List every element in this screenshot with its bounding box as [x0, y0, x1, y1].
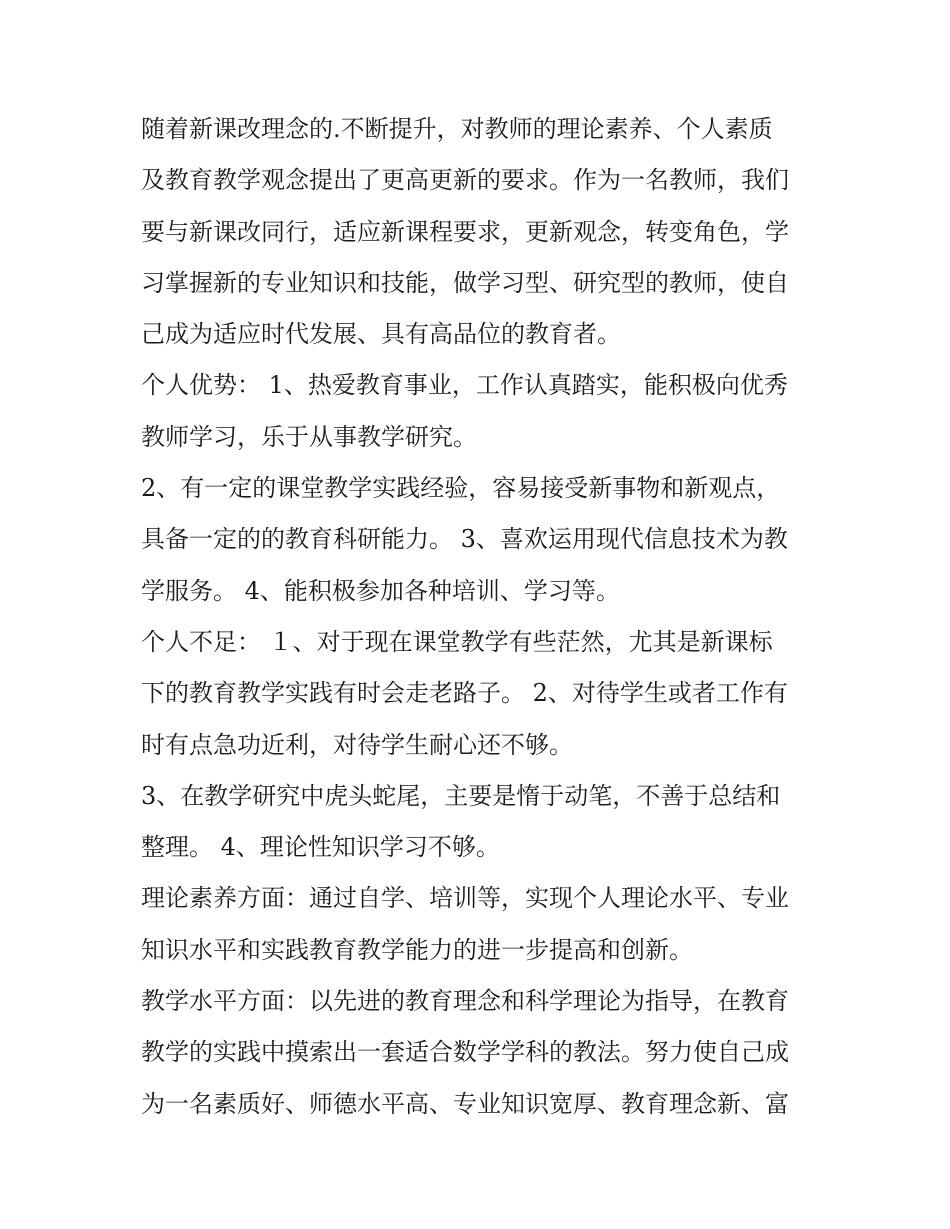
text-line: 2、有一定的课堂教学实践经验，容易接受新事物和新观点， — [141, 474, 781, 503]
text-line: 习掌握新的专业知识和技能，做学习型、研究型的教师，使自 — [141, 268, 789, 297]
text-line: 下的教育教学实践有时会走老路子。 2、对待学生或者工作有 — [141, 679, 788, 708]
text-line: 时有点急功近利，对待学生耐心还不够。 — [141, 730, 573, 759]
text-line: 教学的实践中摸索出一套适合数学学科的教法。努力使自己成 — [141, 1038, 789, 1067]
text-line: 随着新课改理念的.不断提升，对教师的理论素养、个人素质 — [141, 115, 773, 143]
text-line: 教师学习，乐于从事教学研究。 — [141, 422, 477, 451]
text-line: 理论素养方面：通过自学、培训等，实现个人理论水平、专业 — [141, 884, 789, 913]
text-line: 学服务。 4、能积极参加各种培训、学习等。 — [141, 576, 620, 605]
text-line: 整理。 4、理论性知识学习不够。 — [141, 833, 500, 862]
text-line: 具备一定的的教育科研能力。 3、喜欢运用现代信息技术为教 — [141, 525, 788, 554]
text-line: 3、在教学研究中虎头蛇尾，主要是惰于动笔，不善于总结和 — [141, 781, 781, 810]
text-line: 教学水平方面：以先进的教育理念和科学理论为指导，在教育 — [141, 987, 789, 1016]
document-body — [141, 104, 821, 1130]
text-line: 知识水平和实践教育教学能力的进一步提高和创新。 — [141, 935, 693, 964]
text-line: 个人优势： 1、热爱教育事业，工作认真踏实，能积极向优秀 — [141, 371, 788, 400]
text-line: 己成为适应时代发展、具有高品位的教育者。 — [141, 320, 621, 349]
text-line: 要与新课改同行，适应新课程要求，更新观念，转变角色，学 — [141, 217, 789, 246]
text-line: 及教育教学观念提出了更高更新的要求。作为一名教师，我们 — [141, 166, 789, 195]
text-line: 为一名素质好、师德水平高、专业知识宽厚、教育理念新、富 — [141, 1089, 789, 1118]
text-line: 个人不足： １、对于现在课堂教学有些茫然，尤其是新课标 — [141, 627, 773, 656]
